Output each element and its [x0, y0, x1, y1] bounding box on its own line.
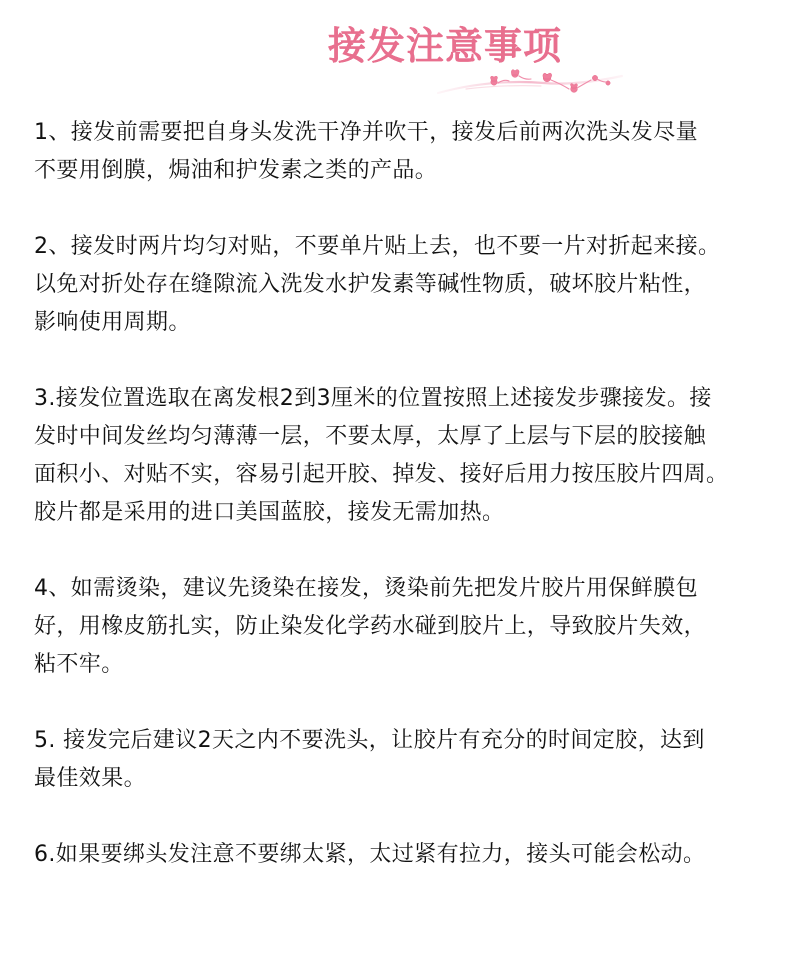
note-item-5	[34, 722, 776, 798]
note-item-2	[34, 228, 776, 342]
note-3-line-4: 胶片都是采用的进口美国蓝胶，接发无需加热。	[34, 500, 505, 525]
note-5-line-2: 最佳效果。	[34, 766, 147, 791]
note-1-line-1: 1、接发前需要把自身头发洗干净并吹干，接发后前两次洗头发尽量	[34, 120, 698, 145]
note-3-line-3: 面积小、对贴不实，容易引起开胶、掉发、接好后用力按压胶片四周。	[34, 462, 729, 487]
page-title: 接发注意事项	[328, 23, 563, 68]
note-6-line-1: 6.如果要绑头发注意不要绑太紧，太过紧有拉力，接头可能会松动。	[34, 842, 706, 867]
note-2-line-2: 以免对折处存在缝隙流入洗发水护发素等碱性物质，破坏胶片粘性，	[34, 272, 707, 297]
note-4-line-1: 4、如需烫染，建议先烫染在接发，烫染前先把发片胶片用保鲜膜包	[34, 576, 698, 601]
note-2-line-3: 影响使用周期。	[34, 310, 191, 335]
note-item-3	[34, 380, 776, 532]
note-item-1	[34, 114, 776, 190]
note-2-line-1: 2、接发时两片均匀对贴，不要单片贴上去，也不要一片对折起来接。	[34, 234, 721, 259]
note-4-line-3: 粘不牢。	[34, 652, 124, 677]
note-1-line-2: 不要用倒膜，焗油和护发素之类的产品。	[34, 158, 438, 183]
note-item-4	[34, 570, 776, 684]
floral-divider-icon	[436, 66, 626, 100]
note-4-line-2: 好，用橡皮筋扎实，防止染发化学药水碰到胶片上，导致胶片失效，	[34, 614, 707, 639]
note-3-line-2: 发时中间发丝均匀薄薄一层，不要太厚，太厚了上层与下层的胶接触	[34, 424, 707, 449]
header	[0, 18, 790, 100]
note-item-6	[34, 836, 776, 874]
notes-list	[34, 114, 776, 912]
note-3-line-1: 3.接发位置选取在离发根2到3厘米的位置按照上述接发步骤接发。接	[34, 386, 712, 411]
note-5-line-1: 5. 接发完后建议2天之内不要洗头，让胶片有充分的时间定胶，达到	[34, 728, 705, 753]
